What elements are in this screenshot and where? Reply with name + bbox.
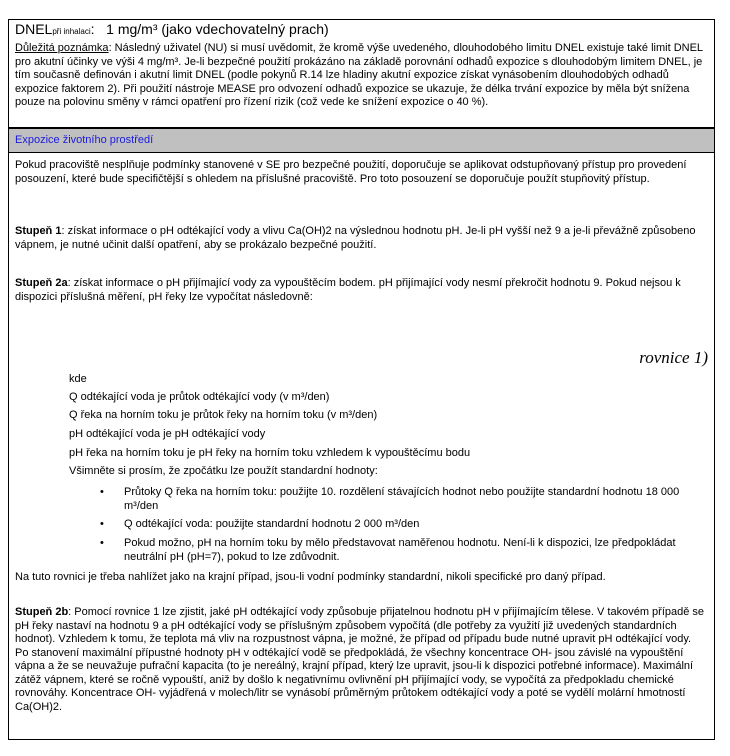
step2b-text: : Pomocí rovnice 1 lze zjistit, jaké pH odtékající vody způsobuje přijatelnou hodnotu pH v přijímajícím tělese. V takovém případě se pH řeky nastaví na hodnotu 9 a pH odtékající vody se příslušným způsobem vypočítá (dle potřeby za využití již uvedených standardních hodnot). Vzhledem k tomu, že teplota má vliv na rozpustnost vápna, je možné, že případ od případu bude nutné upravit pH odtékající vody. Po stanovení maximální přípustné hodnoty pH v odtékající vodě se předpokládá, že všechny koncentrace OH- jsou závislé na vypouštění vápna a že se neuvažuje pufrační kapacita (to je nereálný, krajní případ, který lze upravit, jsou-li k dispozici potřebné informace). Maximální zátěž vápnem, které se ročně vypouští, aniž by došlo k negativnímu ovlivnění pH přijímající vody, se vypočítá za předpokladu chemické rovnováhy. Koncentrace OH- vyjádřená v molech/litr se vynásobí průměrným průtokem odtékající vody a poté se vydělí molární hmotností Ca(OH)2. — [15, 606, 705, 713]
dnel-line — [15, 21, 329, 37]
bullet-icon: • — [100, 518, 104, 530]
bullet-item: Průtoky Q řeka na horním toku: použijte 10. rozdělení stávajících hodnot nebo použijte standardní hodnotu 18 000 m³/den — [124, 486, 680, 512]
worst-case-note: Na tuto rovnici je třeba nahlížet jako na krajní případ, jsou-li vodní podmínky standardní, nikoli specifické pro daný případ. — [15, 571, 606, 583]
defaults-notice: Všimněte si prosím, že zpočátku lze použít standardní hodnoty: — [69, 465, 378, 477]
step2a-paragraph — [15, 277, 705, 304]
definition-item: pH řeka na horním toku je pH řeky na horním toku vzhledem k vypouštěcímu bodu — [69, 447, 471, 459]
equation-label: rovnice 1) — [639, 348, 708, 367]
step2b-label: Stupeň 2b — [15, 606, 69, 618]
step1-paragraph — [15, 225, 705, 252]
where-label: kde — [69, 373, 87, 385]
dnel-value: 1 mg/m³ (jako vdechovatelný prach) — [106, 21, 329, 37]
important-note-label: Důležitá poznámka — [15, 42, 109, 54]
definition-item: pH odtékající voda je pH odtékající vody — [69, 428, 266, 440]
bullet-item: Pokud možno, pH na horním toku by mělo představovat naměřenou hodnotu. Není-li k dispozici, lze předpokládat neutrální pH (pH=7), pokud to lze zdůvodnit. — [124, 537, 676, 563]
dnel-subscript: při inhalaci — [52, 27, 91, 36]
definition-item: Q řeka na horním toku je průtok řeky na horním toku (v m³/den) — [69, 409, 378, 421]
section-heading: Expozice životního prostředí — [15, 134, 154, 146]
bullet-icon: • — [100, 486, 104, 498]
definition-item: Q odtékající voda je průtok odtékající vody (v m³/den) — [69, 391, 330, 403]
step1-label: Stupeň 1 — [15, 225, 62, 237]
important-note — [15, 42, 705, 110]
important-note-text: : Následný uživatel (NU) si musí uvědomit, že kromě výše uvedeného, dlouhodobého limitu DNEL existuje také limit DNEL pro akutní účinky ve výši 4 mg/m³. Je-li bezpečné použití prokázáno na základě porovnání odhadů expozice s dlouhodobým limitem DNEL, je tím současně definován i akutní limit DNEL (podle pokynů R.14 lze hladiny akutní expozice získat vynásobením dlouhodobých odhadů expozice faktorem 2). Při použití nástroje MEASE pro odvození odhadů expozice se ukazuje, že délka trvání expozice by měla být snížena pouze na polovinu směny v rámci opatření pro řízení rizik (což vede ke snížení expozice o 40 %). — [15, 42, 703, 108]
dnel-label: DNEL — [15, 21, 53, 37]
step2b-paragraph — [15, 606, 705, 714]
dnel-colon: : — [90, 21, 95, 37]
intro-paragraph: Pokud pracoviště nesplňuje podmínky stanovené v SE pro bezpečné použití, doporučuje se aplikovat odstupňovaný přístup pro provedení posouzení, které bude specifičtější s ohledem na příslušné pracoviště. Pro toto posouzení se doporučuje použít stupňovitý přístup. — [15, 159, 687, 185]
step2a-text: : získat informace o pH přijímající vody za vypouštěcím bodem. pH přijímající vody nesmí překročit hodnotu 9. Pokud nejsou k dispozici příslušná měření, pH řeky lze vypočítat následovně: — [15, 277, 681, 303]
bullet-item: Q odtékající voda: použijte standardní hodnotu 2 000 m³/den — [124, 518, 420, 530]
bullet-icon: • — [100, 537, 104, 549]
step1-text: : získat informace o pH odtékající vody a vlivu Ca(OH)2 na výslednou hodnotu pH. Je-li pH vyšší než 9 a je-li převážně způsobeno vápnem, je nutné učinit další opatření, aby se prokázalo bezpečné použití. — [15, 225, 696, 251]
step2a-label: Stupeň 2a — [15, 277, 68, 289]
